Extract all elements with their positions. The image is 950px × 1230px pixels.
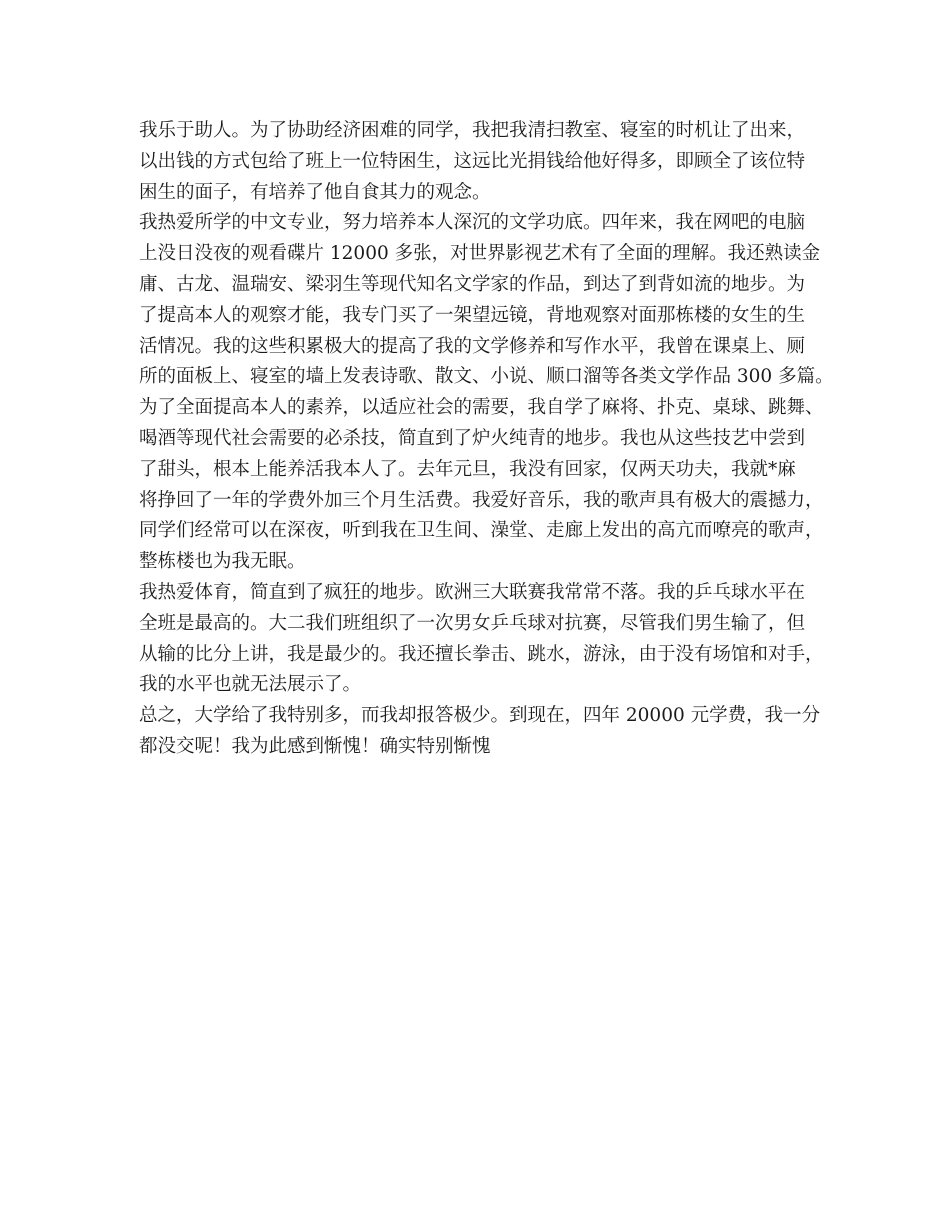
text-line: 将挣回了一年的学费外加三个月生活费。我爱好音乐，我的歌声具有极大的震撼力，: [139, 489, 824, 511]
document-body: [139, 116, 834, 763]
text-line: 庸、古龙、温瑞安、梁羽生等现代知名文学家的作品，到达了到背如流的地步。为: [139, 273, 806, 295]
text-line: 整栋楼也为我无眠。: [139, 551, 306, 573]
text-line: 喝酒等现代社会需要的必杀技，简直到了炉火纯青的地步。我也从这些技艺中尝到: [139, 427, 806, 449]
text-line: 从输的比分上讲，我是最少的。我还擅长拳击、跳水，游泳，由于没有场馆和对手，: [139, 643, 824, 665]
text-line: 我的水平也就无法展示了。: [139, 674, 362, 696]
text-line: 所的面板上、寝室的墙上发表诗歌、散文、小说、顺口溜等各类文学作品 300 多篇。: [139, 366, 834, 388]
paragraph-conclusion: [139, 701, 829, 763]
text-line: 了提高本人的观察才能，我专门买了一架望远镜，背地观察对面那栋楼的女生的生: [139, 304, 806, 326]
text-line: 我热爱体育，简直到了疯狂的地步。欧洲三大联赛我常常不落。我的乒乓球水平在: [139, 581, 806, 603]
text-line: 同学们经常可以在深夜，听到我在卫生间、澡堂、走廊上发出的高亢而嘹亮的歌声，: [139, 520, 824, 542]
paragraph-chinese-major: [139, 208, 834, 578]
text-line: 我乐于助人。为了协助经济困难的同学，我把我清扫教室、寝室的时机让了出来，: [139, 120, 806, 141]
paragraph-sports: [139, 578, 829, 701]
text-line: 我热爱所学的中文专业，努力培养本人深沉的文学功底。四年来，我在网吧的电脑: [139, 212, 806, 234]
text-line: 为了全面提高本人的素养，以适应社会的需要，我自学了麻将、扑克、桌球、跳舞、: [139, 397, 824, 419]
text-line: 都没交呢！我为此感到惭愧！确实特别惭愧: [139, 735, 491, 757]
text-line: 了甜头，根本上能养活我本人了。去年元旦，我没有回家，仅两天功夫，我就*麻: [139, 458, 796, 480]
text-line: 困生的面子，有培养了他自食其力的观念。: [139, 181, 491, 203]
paragraph-helping-others: [139, 116, 829, 208]
text-line: 全班是最高的。大二我们班组织了一次男女乒乓球对抗赛，尽管我们男生输了，但: [139, 612, 806, 634]
text-line: 活情况。我的这些积累极大的提高了我的文学修养和写作水平，我曾在课桌上、厕: [139, 335, 806, 357]
text-line: 总之，大学给了我特别多，而我却报答极少。到现在，四年 20000 元学费，我一分: [139, 705, 821, 727]
text-line: 以出钱的方式包给了班上一位特困生，这远比光捐钱给他好得多，即顾全了该位特: [139, 150, 806, 172]
text-line: 上没日没夜的观看碟片 12000 多张，对世界影视艺术有了全面的理解。我还熟读金: [139, 243, 821, 265]
